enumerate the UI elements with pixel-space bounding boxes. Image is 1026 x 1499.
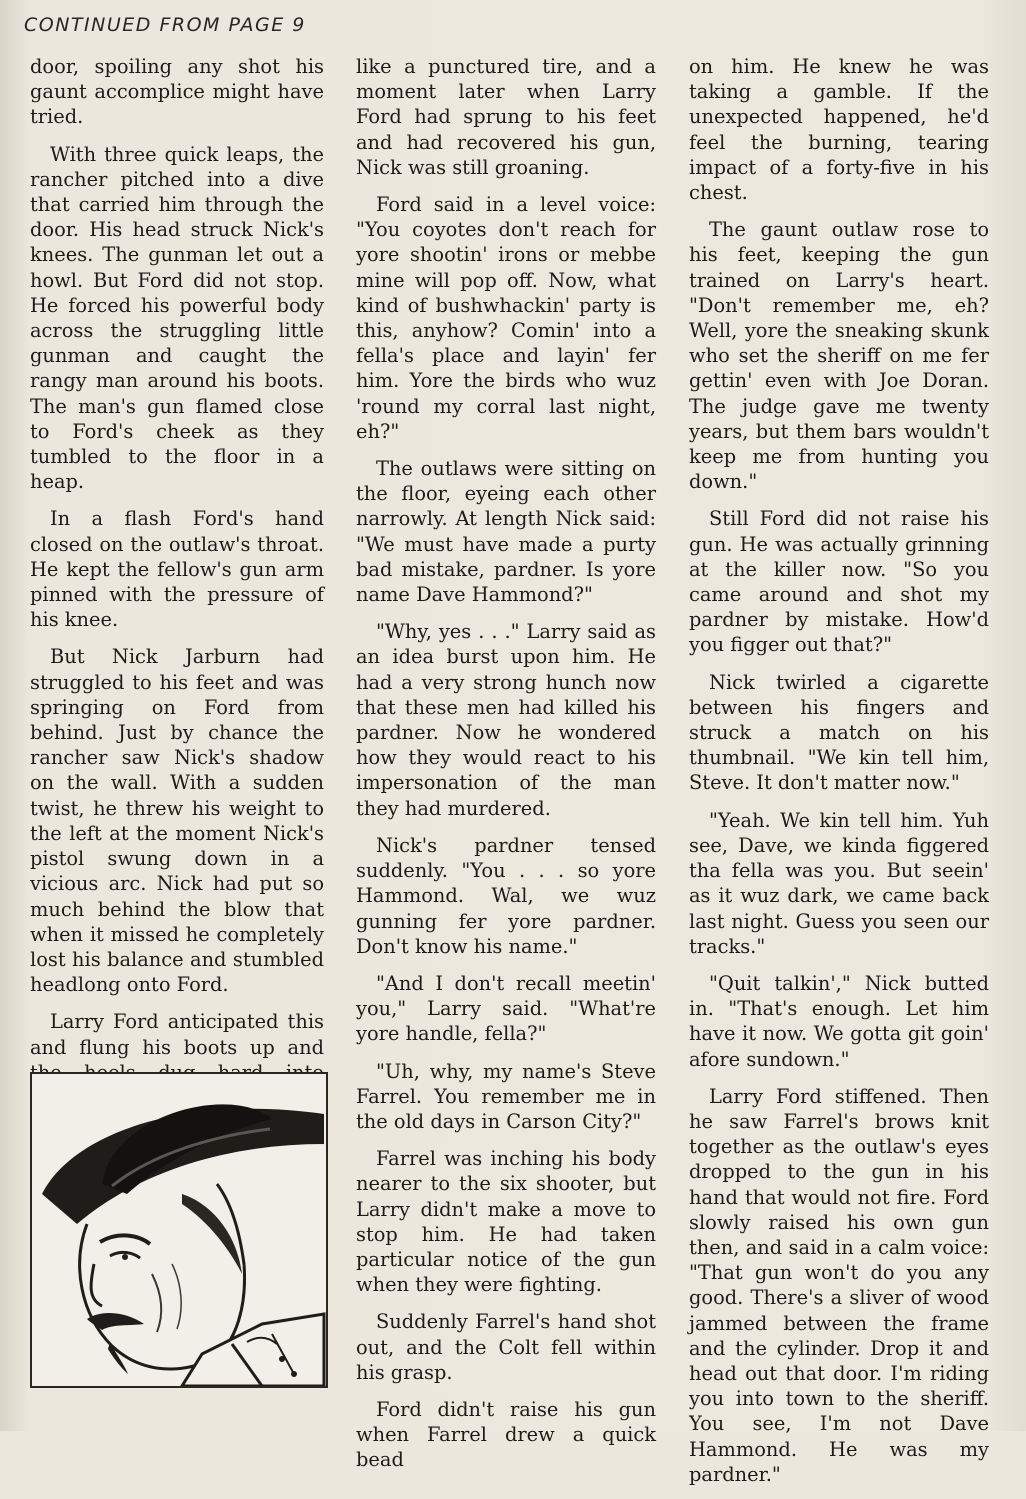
text-column-1	[30, 54, 324, 1147]
paragraph: door, spoiling any shot his gaunt accomplice might have tried.	[30, 55, 324, 129]
paragraph: The gaunt outlaw rose to his feet, keeping the gun trained on Larry's heart. "Don't remember me, eh? Well, yore the sneaking skunk who set the sheriff on me fer gettin' even with Joe Doran. The judge gave me twenty years, but them bars wouldn't keep me from hunting you down."	[689, 218, 989, 494]
paragraph: Larry Ford anticipated this and flung his boots up and	[30, 1010, 324, 1059]
paragraph: With three quick leaps, the rancher pitched into a dive that carried him through the door. His head struck Nick's knees. The gunman let out a howl. But Ford did not stop. He forced his powerful body across the struggling little gunman and caught the rangy man around his boots. The man's gun flamed close to Ford's cheek as they tumbled to the floor in a heap.	[30, 142, 324, 494]
paragraph: Larry Ford stiffened. Then he saw Farrel's brows knit together as the outlaw's eyes dropped to the gun in his hand that would not fire. Ford slowly raised his own gun then, and said in a calm voice: "That gun won't do you any good. There's a sliver of wood jammed between the frame and the cylinder. Drop it and head out that door. I'm riding you into town to the sheriff. You see, I'm not Dave Hammond. He was my pardner."	[689, 1084, 989, 1486]
paragraph: "Quit talkin'," Nick butted in. "That's enough. Let him have it now. We gotta git goin' afore sundown."	[689, 971, 989, 1071]
text-column-3	[689, 54, 989, 1499]
paragraph: Suddenly Farrel's hand shot out, and the Colt fell within his grasp.	[356, 1310, 656, 1384]
paragraph: The outlaws were sitting on the floor, eyeing each other narrowly. At length Nick said: "We must have made a purty bad mistake, pardner. Is yore name Dave Hammond?"	[356, 457, 656, 607]
paragraph: In a flash Ford's hand closed on the outlaw's throat. He kept the fellow's gun arm pinned with the pressure of his knee.	[30, 507, 324, 632]
cowboy-drawing	[32, 1074, 326, 1386]
paragraph: Ford said in a level voice: "You coyotes don't reach for yore shootin' irons or mebbe mine will pop off. Now, what kind of bushwhackin' party is this, anyhow? Comin' into a fella's place and layin' fer him. Yore the birds who wuz 'round my corral last night, eh?"	[356, 193, 656, 443]
paragraph: "Uh, why, my name's Steve Farrel. You remember me in the old days in Carson City?"	[356, 1059, 656, 1133]
cowboy-illustration	[30, 1072, 328, 1388]
paragraph: Farrel was inching his body nearer to the six shooter, but Larry didn't make a move to stop him. He had taken particular notice of the gun when they were fighting.	[356, 1147, 656, 1297]
paragraph: Nick's pardner tensed suddenly. "You . . . so yore Hammond. Wal, we wuz gunning fer yore pardner. Don't know his name."	[356, 833, 656, 958]
continued-from-header: CONTINUED FROM PAGE 9	[24, 14, 306, 36]
paragraph: But Nick Jarburn had struggled to his feet and was springing on Ford from behind. Just by chance the rancher saw Nick's shadow on the wall. With a sudden twist, he threw his weight to the left at the moment Nick's pistol swung down in a vicious arc. Nick had put so much behind the blow that when it missed he completely lost his balance and stumbled headlong onto Ford.	[30, 645, 324, 997]
paragraph: Still Ford did not raise his gun. He was actually grinning at the killer now. "So you came around and shot my pardner by mistake. How'd you figger out that?"	[689, 507, 989, 657]
paragraph: on him. He knew he was taking a gamble. If the unexpected happened, he'd feel the burning, tearing impact of a forty-five in his chest.	[689, 55, 989, 205]
paragraph: Ford didn't raise his gun when Farrel drew a quick bead	[356, 1397, 656, 1472]
text-column-2	[356, 54, 656, 1485]
paragraph: like a punctured tire, and a moment later when Larry Ford had sprung to his feet and had recovered his gun, Nick was still groaning.	[356, 55, 656, 179]
paragraph: "And I don't recall meetin' you," Larry said. "What're yore handle, fella?"	[356, 971, 656, 1046]
paragraph: Nick twirled a cigarette between his fingers and struck a match on his thumbnail. "We kin tell him, Steve. It don't matter now."	[689, 670, 989, 795]
paragraph: "Yeah. We kin tell him. Yuh see, Dave, we kinda figgered tha fella was you. But seein' as it wuz dark, we came back last night. Guess you seen our tracks."	[689, 808, 989, 958]
paragraph: "Why, yes . . ." Larry said as an idea burst upon him. He had a very strong hunch now that these men had killed his pardner. Now he wondered how they would react to his impersonation of the man they had murdered.	[356, 620, 656, 820]
